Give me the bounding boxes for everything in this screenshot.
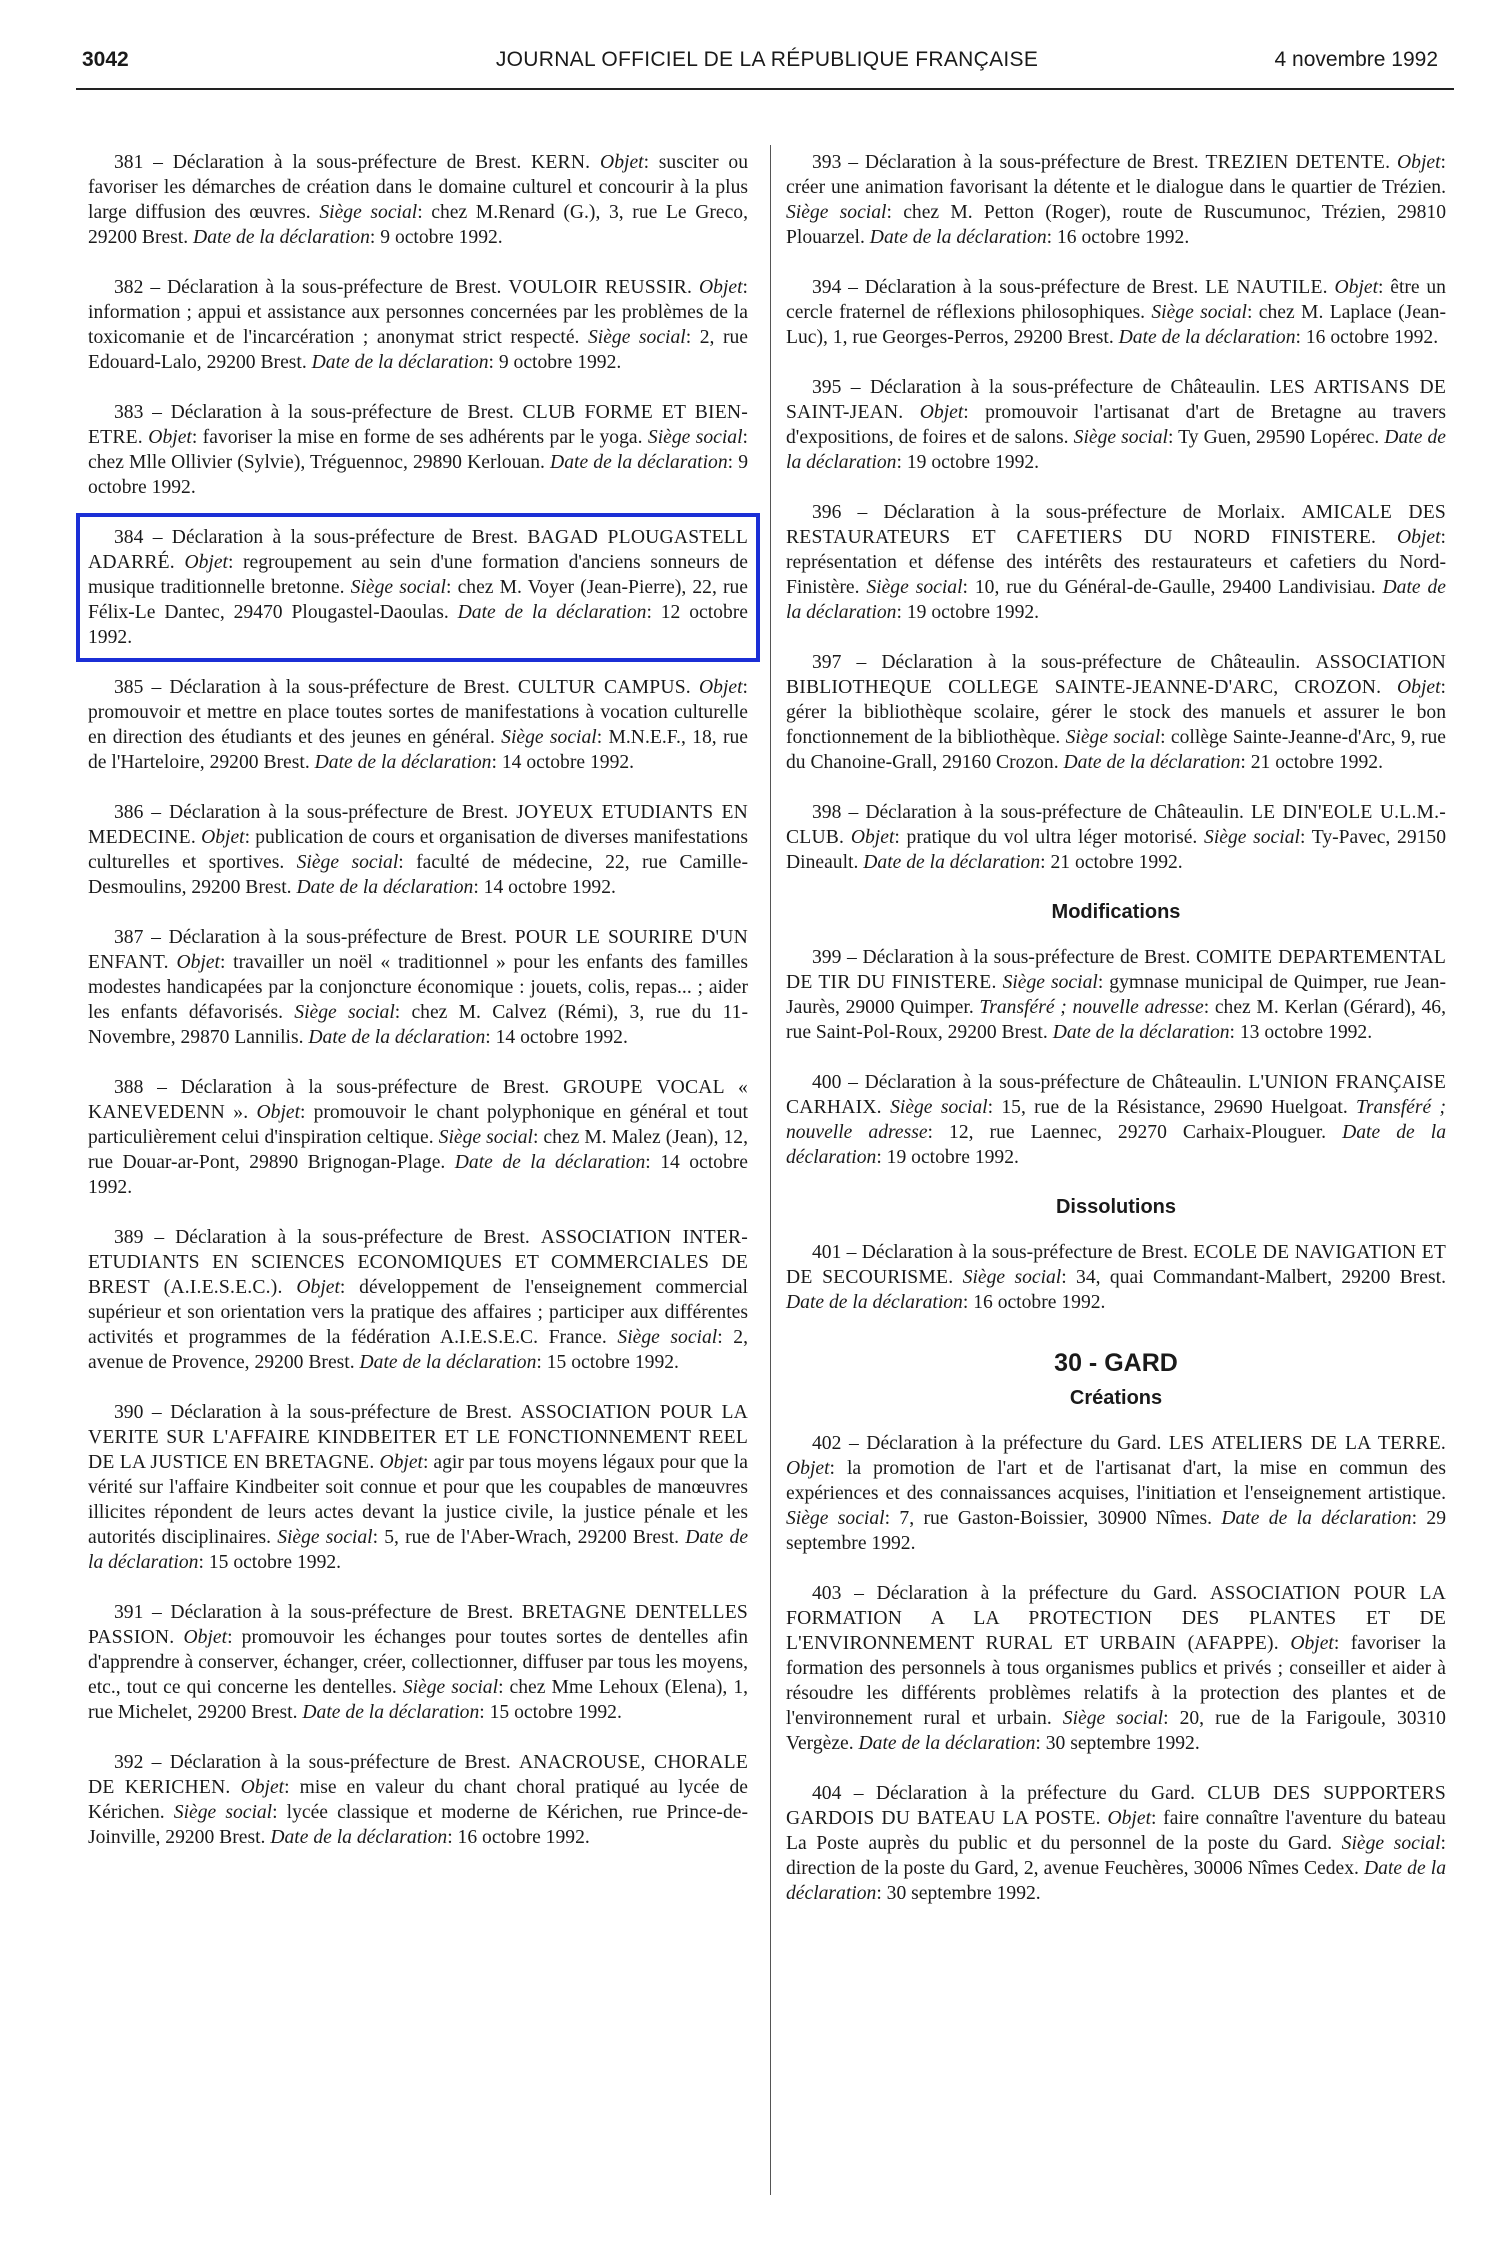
field-text: : mise en valeur du chant choral pratiqué au lycée de Kérichen. (88, 1777, 748, 1823)
field-label: Date de la déclaration (270, 1827, 448, 1848)
field-label: Siège social (866, 577, 963, 598)
declaration-entry (786, 375, 1446, 475)
declaration-entry (786, 500, 1446, 625)
field-text: : Ty-Pavec, 29150 Dineault. (786, 827, 1447, 873)
field-text: : susciter ou favoriser les démarches de création dans le domaine culturel et concourir à la plus large diffusion des œuvres. (88, 152, 748, 223)
field-text: : 10, rue du Général-de-Gaulle, 29400 Landivisiau. (962, 577, 1383, 598)
field-text: : 16 octobre 1992. (1295, 327, 1439, 348)
entry-prefix: 400 – Déclaration à la sous-préfecture de Châteaulin. (812, 1072, 1249, 1093)
field-text: : développement de l'enseignement commercial supérieur et son orientation vers la pratique des affaires ; participer aux différentes activités et programmes de la fédération A.I.E.S.E.C. France. (88, 1277, 749, 1348)
field-text: : 13 octobre 1992. (1229, 1022, 1373, 1043)
field-label: Date de la déclaration (193, 227, 370, 248)
field-text: : chez M. Laplace (Jean-Luc), 1, rue Georges-Perros, 29200 Brest. (786, 302, 1446, 348)
field-label: Date de la déclaration (308, 1027, 486, 1048)
field-text: : 16 octobre 1992. (1046, 227, 1190, 248)
declaration-entry (88, 1400, 748, 1575)
field-text: : 19 octobre 1992. (896, 602, 1040, 623)
page-header (82, 48, 1452, 82)
field-label: Date de la déclaration (457, 602, 647, 623)
field-text: : 7, rue Gaston-Boissier, 30900 Nîmes. (884, 1508, 1222, 1529)
field-label: Siège social (319, 202, 418, 223)
entry-prefix: 387 – Déclaration à la sous-préfecture de Brest. (114, 927, 515, 948)
field-text: : 19 octobre 1992. (896, 452, 1040, 473)
field-label: Siège social (296, 852, 399, 873)
entry-prefix: 391 – Déclaration à la sous-préfecture de Brest. (114, 1602, 522, 1623)
field-label: Siège social (786, 202, 887, 223)
field-text: : publication de cours et organisation de diverses manifestations culturelles et sportives. (88, 827, 748, 873)
field-label: Objet (148, 427, 192, 448)
field-label: Objet (240, 1777, 285, 1798)
field-text: : Ty Guen, 29590 Lopérec. (1167, 427, 1385, 448)
declaration-entry (88, 275, 748, 375)
field-label: Siège social (786, 1508, 885, 1529)
declaration-entry (88, 800, 748, 900)
entry-prefix: 394 – Déclaration à la sous-préfecture de Brest. (812, 277, 1206, 298)
field-text: : 9 octobre 1992. (488, 352, 622, 373)
association-name: VOULOIR REUSSIR. (508, 277, 693, 298)
association-name: POUR LE SOURIRE D'UN ENFANT. (88, 927, 748, 973)
issue-date: 4 novembre 1992 (1274, 48, 1438, 71)
declaration-entry (786, 800, 1446, 875)
entry-prefix: 403 – Déclaration à la préfecture du Gard. (812, 1583, 1210, 1604)
field-label: Siège social (173, 1802, 273, 1823)
field-label: Siège social (890, 1097, 988, 1118)
declaration-entry (88, 675, 748, 775)
field-label: Siège social (587, 327, 686, 348)
field-text: : information ; appui et assistance aux personnes concernées par les problèmes de la toxicomanie et de l'incarcération ; anonymat strict respecté. (88, 277, 748, 348)
entry-prefix: 404 – Déclaration à la préfecture du Gard. (812, 1783, 1208, 1804)
entry-prefix: 399 – Déclaration à la sous-préfecture de Brest. (812, 947, 1196, 968)
field-label: Objet (600, 152, 644, 173)
field-text: : favoriser la mise en forme de ses adhérents par le yoga. (191, 427, 648, 448)
association-name: LE DIN'EOLE U.L.M.-CLUB. (786, 802, 1446, 848)
entry-prefix: 402 – Déclaration à la préfecture du Gard. (812, 1433, 1169, 1454)
field-label: Objet (786, 1458, 830, 1479)
field-label: Objet (176, 952, 220, 973)
field-label: Date de la déclaration (786, 1122, 1446, 1168)
field-text: : direction de la poste du Gard, 2, avenue Feuchères, 30006 Nîmes Cedex. (786, 1833, 1446, 1879)
field-text: : 21 octobre 1992. (1240, 752, 1383, 773)
field-label: Objet (1397, 677, 1441, 698)
declaration-entry (88, 1225, 748, 1375)
field-text: : 2, rue Edouard-Lalo, 29200 Brest. (88, 327, 748, 373)
association-name: ASSOCIATION POUR LA VERITE SUR L'AFFAIRE KINDBEITER ET LE FONCTIONNEMENT REEL DE LA JUSTICE EN BRETAGNE. (88, 1402, 748, 1473)
association-name: COMITE DEPARTEMENTAL DE TIR DU FINISTERE. (786, 947, 1446, 993)
field-text: : 21 octobre 1992. (1040, 852, 1183, 873)
field-text: : faculté de médecine, 22, rue Camille-Desmoulins, 29200 Brest. (88, 852, 748, 898)
field-label: Siège social (402, 1677, 499, 1698)
field-label: Siège social (438, 1127, 533, 1148)
association-name: BRETAGNE DENTELLES PASSION. (88, 1602, 748, 1648)
field-label: Objet (919, 402, 964, 423)
field-label: Siège social (277, 1527, 373, 1548)
entry-prefix: 384 – Déclaration à la sous-préfecture de Brest. (114, 527, 528, 548)
field-label: Objet (699, 677, 743, 698)
association-name: ASSOCIATION POUR LA FORMATION A LA PROTECTION DES PLANTES ET DE L'ENVIRONNEMENT RURAL ET URBAIN (AFAPPE). (786, 1583, 1446, 1654)
association-name: ANACROUSE, CHORALE DE KERICHEN. (88, 1752, 748, 1798)
entry-prefix: 383 – Déclaration à la sous-préfecture de Brest. (114, 402, 523, 423)
declaration-entry (786, 1781, 1446, 1906)
field-text: : 9 octobre 1992. (369, 227, 503, 248)
entry-prefix: 395 – Déclaration à la sous-préfecture de Châteaulin. (812, 377, 1270, 398)
field-text: : 34, quai Commandant-Malbert, 29200 Brest. (1061, 1267, 1446, 1288)
field-label: Siège social (294, 1002, 395, 1023)
field-label: Objet (296, 1277, 340, 1298)
field-text: : chez Mlle Ollivier (Sylvie), Tréguennoc, 29890 Kerlouan. (88, 427, 748, 473)
field-label: Siège social (1204, 827, 1300, 848)
association-name: GROUPE VOCAL « KANEVEDENN ». (88, 1077, 748, 1123)
journal-title: JOURNAL OFFICIEL DE LA RÉPUBLIQUE FRANÇAISE (495, 48, 1039, 71)
association-name: ECOLE DE NAVIGATION ET DE SECOURISME. (786, 1242, 1446, 1288)
field-text: : 14 octobre 1992. (491, 752, 635, 773)
section-heading: Modifications (1051, 901, 1181, 923)
field-label: Siège social (1341, 1833, 1441, 1854)
association-name: LE NAUTILE. (1205, 277, 1328, 298)
field-label: Date de la déclaration (296, 877, 474, 898)
field-text: : chez Mme Lehoux (Elena), 1, rue Michelet, 29200 Brest. (88, 1677, 749, 1723)
field-label: Siège social (1062, 1708, 1164, 1729)
field-text: : travailler un noël « traditionnel » pour les enfants des familles modestes handicapées par la conjoncture économique : jouets, colis, repas... ; aider les enfants défavorisés. (88, 952, 749, 1023)
field-text: : 12, rue Laennec, 29270 Carhaix-Plouguer. (927, 1122, 1343, 1143)
field-label: Date de la déclaration (454, 1152, 646, 1173)
field-text: : M.N.E.F., 18, rue de l'Harteloire, 29200 Brest. (88, 727, 748, 773)
declaration-entry (88, 1075, 748, 1200)
field-label: Objet (256, 1102, 301, 1123)
field-text: : la promotion de l'art et de l'artisanat d'art, la mise en commun des expériences et des connaissances acquises, l'initiation et l'enseignement artistique. (786, 1458, 1446, 1504)
entry-prefix: 393 – Déclaration à la sous-préfecture de Brest. (812, 152, 1206, 173)
field-text: : 15 octobre 1992. (536, 1352, 679, 1373)
field-text: : 14 octobre 1992. (88, 1152, 748, 1198)
field-text: : 14 octobre 1992. (485, 1027, 628, 1048)
field-text: : 30 septembre 1992. (1035, 1733, 1200, 1754)
field-label: Date de la déclaration (863, 852, 1041, 873)
field-text: : chez M. Petton (Roger), route de Ruscumunoc, Trézien, 29810 Plouarzel. (786, 202, 1446, 248)
field-label: Objet (699, 277, 743, 298)
field-label: Date de la déclaration (858, 1733, 1036, 1754)
entry-prefix: 390 – Déclaration à la sous-préfecture de Brest. (114, 1402, 521, 1423)
field-label: Transféré ; nouvelle adresse (979, 997, 1204, 1018)
declaration-entry (786, 1240, 1446, 1315)
field-text: : 15 octobre 1992. (198, 1552, 342, 1573)
entry-prefix: 397 – Déclaration à la sous-préfecture de Châteaulin. (812, 652, 1316, 673)
entry-prefix: 396 – Déclaration à la sous-préfecture de Morlaix. (812, 502, 1302, 523)
declaration-entry (88, 400, 748, 500)
field-text: : 30 septembre 1992. (876, 1883, 1041, 1904)
field-text: : 12 octobre 1992. (88, 602, 748, 648)
field-text: : faire connaître l'aventure du bateau La Poste auprès du public et du personnel de la poste du Gard. (786, 1808, 1446, 1854)
field-text: : 15 octobre 1992. (479, 1702, 622, 1723)
field-label: Objet (1397, 527, 1441, 548)
declaration-entry (786, 1070, 1446, 1170)
left-column (88, 150, 748, 1875)
field-text: : gymnase municipal de Quimper, rue Jean-Jaurès, 29000 Quimper. (786, 972, 1446, 1018)
field-text: : chez M. Malez (Jean), 12, rue Douar-ar-Pont, 29890 Brignogan-Plage. (88, 1127, 749, 1173)
declaration-entry (88, 1600, 748, 1725)
header-rule (76, 88, 1454, 90)
declaration-entry (88, 150, 748, 250)
field-text: : favoriser la formation des personnels à tous organismes publics et privés ; conseiller et aider à résoudre les différents problèmes relatifs à la protection des plantes et de l'environnement rural et urbain. (786, 1633, 1446, 1729)
field-text: : créer une animation favorisant la détente et le dialogue dans le quartier de Trézien. (786, 152, 1446, 198)
field-text: : promouvoir les échanges pour toutes sortes de dentelles afin d'apprendre à conserver, échanger, créer, collectionner, diffuser par tous les moyens, etc., tout ce qui concerne les dentelles. (88, 1627, 748, 1698)
field-label: Objet (184, 552, 228, 573)
entry-prefix: 398 – Déclaration à la sous-préfecture de Châteaulin. (812, 802, 1251, 823)
field-label: Date de la déclaration (1221, 1508, 1412, 1529)
association-name: TREZIEN DETENTE. (1205, 152, 1391, 173)
field-label: Siège social (1065, 727, 1161, 748)
field-text: : 16 octobre 1992. (447, 1827, 590, 1848)
field-label: Siège social (350, 577, 447, 598)
association-name: LES ARTISANS DE SAINT-JEAN. (786, 377, 1446, 423)
field-text: : promouvoir l'artisanat d'art de Bretagne au travers d'expositions, de foires et de salons. (786, 402, 1446, 448)
field-label: Siège social (962, 1267, 1062, 1288)
field-label: Siège social (1002, 972, 1098, 993)
association-name: CLUB DES SUPPORTERS GARDOIS DU BATEAU LA POSTE. (786, 1783, 1446, 1829)
field-text: : pratique du vol ultra léger motorisé. (894, 827, 1205, 848)
association-name: ASSOCIATION INTER-ETUDIANTS EN SCIENCES ECONOMIQUES ET COMMERCIALES DE BREST (A.I.E.S.E.C.). (88, 1227, 748, 1298)
association-name: CULTUR CAMPUS. (517, 677, 691, 698)
department-heading: 30 - GARD (1054, 1349, 1178, 1377)
entry-prefix: 388 – Déclaration à la sous-préfecture de Brest. (114, 1077, 564, 1098)
field-label: Date de la déclaration (1118, 327, 1296, 348)
field-text: : 15, rue de la Résistance, 29690 Huelgoat. (987, 1097, 1357, 1118)
declaration-entry (786, 1431, 1446, 1556)
entry-prefix: 389 – Déclaration à la sous-préfecture de Brest. (114, 1227, 541, 1248)
field-label: Transféré ; nouvelle adresse (786, 1097, 1446, 1143)
association-name: BAGAD PLOUGASTELL ADARRÉ. (88, 527, 748, 573)
entry-prefix: 392 – Déclaration à la sous-préfecture de Brest. (114, 1752, 519, 1773)
field-text: : 9 octobre 1992. (88, 452, 749, 498)
entry-prefix: 382 – Déclaration à la sous-préfecture de Brest. (114, 277, 509, 298)
field-label: Date de la déclaration (786, 1292, 963, 1313)
column-divider (770, 145, 771, 2195)
page-number: 3042 (82, 48, 129, 71)
field-text: : 16 octobre 1992. (962, 1292, 1106, 1313)
field-label: Objet (850, 827, 895, 848)
field-label: Objet (1290, 1633, 1334, 1654)
field-text: : promouvoir le chant polyphonique en général et tout particulièrement celui d'inspiration celtique. (88, 1102, 748, 1148)
field-label: Date de la déclaration (314, 752, 492, 773)
association-name: KERN. (531, 152, 591, 173)
association-name: LES ATELIERS DE LA TERRE. (1168, 1433, 1446, 1454)
field-text: : chez M. Kerlan (Gérard), 46, rue Saint-Pol-Roux, 29200 Brest. (786, 997, 1446, 1043)
field-text: : 5, rue de l'Aber-Wrach, 29200 Brest. (372, 1527, 686, 1548)
field-text: : 14 octobre 1992. (473, 877, 616, 898)
field-text: : promouvoir et mettre en place toutes sortes de manifestations à vocation culturelle en direction des étudiants et des jeunes en général. (88, 677, 748, 748)
field-text: : 29 septembre 1992. (786, 1508, 1447, 1554)
field-label: Date de la déclaration (1052, 1022, 1230, 1043)
field-label: Date de la déclaration (786, 577, 1446, 623)
field-text: : collège Sainte-Jeanne-d'Arc, 9, rue du Chanoine-Grall, 29160 Crozon. (786, 727, 1446, 773)
field-label: Siège social (617, 1327, 718, 1348)
association-name: AMICALE DES RESTAURATEURS ET CAFETIERS DU NORD FINISTERE. (786, 502, 1446, 548)
field-text: : chez M.Renard (G.), 3, rue Le Greco, 29200 Brest. (88, 202, 749, 248)
association-name: CLUB FORME ET BIEN-ETRE. (88, 402, 748, 448)
field-label: Date de la déclaration (311, 352, 489, 373)
field-text: : 20, rue de la Farigoule, 30310 Vergèze. (786, 1708, 1446, 1754)
declaration-entry (88, 925, 748, 1050)
declaration-entry (786, 1581, 1446, 1756)
entry-prefix: 401 – Déclaration à la sous-préfecture de Brest. (812, 1242, 1194, 1263)
field-label: Date de la déclaration (1063, 752, 1241, 773)
field-label: Objet (1107, 1808, 1152, 1829)
field-label: Date de la déclaration (302, 1702, 480, 1723)
field-text: : regroupement au sein d'une formation d'anciens sonneurs de musique traditionnelle bretonne. (88, 552, 748, 598)
field-label: Siège social (1073, 427, 1168, 448)
field-label: Siège social (1151, 302, 1247, 323)
field-label: Date de la déclaration (88, 1527, 749, 1573)
field-label: Date de la déclaration (786, 427, 1446, 473)
entry-prefix: 385 – Déclaration à la sous-préfecture de Brest. (114, 677, 518, 698)
field-label: Date de la déclaration (359, 1352, 537, 1373)
field-label: Date de la déclaration (869, 227, 1047, 248)
field-label: Siège social (501, 727, 597, 748)
field-text: : chez M. Calvez (Rémi), 3, rue du 11-Novembre, 29870 Lannilis. (88, 1002, 748, 1048)
highlighted-entry (88, 525, 748, 650)
association-name: JOYEUX ETUDIANTS EN MEDECINE. (88, 802, 748, 848)
section-heading: Dissolutions (1055, 1196, 1176, 1218)
entry-prefix: 386 – Déclaration à la sous-préfecture de Brest. (114, 802, 517, 823)
declaration-entry (786, 275, 1446, 350)
field-text: : 2, avenue de Provence, 29200 Brest. (88, 1327, 748, 1373)
section-heading: Créations (1069, 1387, 1163, 1409)
declaration-entry (786, 150, 1446, 250)
right-column (786, 150, 1446, 1931)
field-label: Objet (1397, 152, 1441, 173)
field-label: Objet (1334, 277, 1379, 298)
field-text: : être un cercle fraternel de réflexions philosophiques. (786, 277, 1446, 323)
association-name: L'UNION FRANÇAISE CARHAIX. (786, 1072, 1446, 1118)
field-label: Date de la déclaration (786, 1858, 1447, 1904)
field-text: : gérer la bibliothèque scolaire, gérer le stock des manuels et assurer le bon fonctionnement de la bibliothèque. (786, 677, 1446, 748)
field-label: Objet (183, 1627, 228, 1648)
association-name: ASSOCIATION BIBLIOTHEQUE COLLEGE SAINTE-JEANNE-D'ARC, CROZON. (786, 652, 1446, 698)
field-label: Date de la déclaration (550, 452, 728, 473)
field-label: Siège social (647, 427, 743, 448)
field-text: : représentation et défense des intérêts des restaurateurs et cafetiers du Nord-Finistère. (786, 527, 1446, 598)
field-text: : 19 octobre 1992. (876, 1147, 1019, 1168)
field-text: : lycée classique et moderne de Kérichen, rue Prince-de-Joinville, 29200 Brest. (88, 1802, 748, 1848)
field-text: : agir par tous moyens légaux pour que la vérité sur l'affaire Kindbeiter soit connue et pour que les coupables de manœuvres illicites répondent de leurs actes devant la justice civile, la justice pénale et les autorités disciplinaires. (88, 1452, 748, 1548)
declaration-entry (88, 1750, 748, 1850)
entry-prefix: 381 – Déclaration à la sous-préfecture de Brest. (114, 152, 532, 173)
field-text: : chez M. Voyer (Jean-Pierre), 22, rue Félix-Le Dantec, 29470 Plougastel-Daoulas. (88, 577, 748, 623)
declaration-entry (786, 650, 1446, 775)
declaration-entry (786, 945, 1446, 1045)
field-label: Objet (201, 827, 245, 848)
field-label: Objet (379, 1452, 423, 1473)
